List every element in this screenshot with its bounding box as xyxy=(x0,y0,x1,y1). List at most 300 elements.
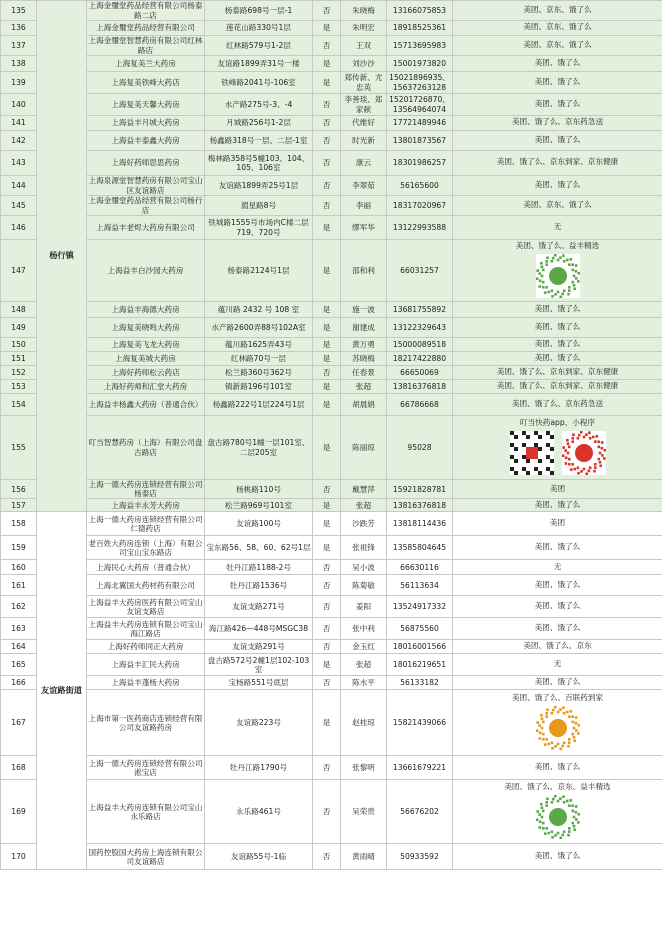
row-number-cell: 170 xyxy=(1,844,37,870)
row-number-cell: 142 xyxy=(1,131,37,151)
platform-cell xyxy=(453,36,662,56)
platform-label: 美团、京东、饿了么 xyxy=(523,22,592,32)
phone-cell: 13801873567 xyxy=(387,131,453,151)
address-cell: 友谊支路271号 xyxy=(205,596,313,618)
insurance-cell: 否 xyxy=(313,176,341,196)
row-number-cell: 145 xyxy=(1,196,37,216)
platform-cell xyxy=(453,844,662,870)
address-cell: 莲花山路330号1层 xyxy=(205,21,313,36)
phone-cell: 13816376818 xyxy=(387,380,453,394)
insurance-cell: 否 xyxy=(313,480,341,499)
address-cell: 铁峰路2041号-106室 xyxy=(205,72,313,94)
insurance-cell: 是 xyxy=(313,380,341,394)
pharmacy-name-cell: 上海益丰海德大药房 xyxy=(87,302,205,318)
row-number-cell: 169 xyxy=(1,780,37,844)
address-cell: 盘古路780号1幢一层101室、二层205室 xyxy=(205,416,313,480)
contact-person-cell: 李丽 xyxy=(341,196,387,216)
platform-label: 美团、饿了么、京东药急送 xyxy=(511,117,604,127)
pharmacy-name-cell: 上海益丰蓬杨大药房 xyxy=(87,676,205,690)
row-number-cell: 139 xyxy=(1,72,37,94)
phone-cell: 15000089518 xyxy=(387,338,453,352)
table-row xyxy=(1,352,662,366)
row-number-cell: 137 xyxy=(1,36,37,56)
address-cell: 水产路275号-3、-4 xyxy=(205,94,313,116)
address-cell: 牡丹江路1790号 xyxy=(205,756,313,780)
address-cell: 月城路256号1-2层 xyxy=(205,116,313,131)
contact-person-cell: 张超 xyxy=(341,380,387,394)
insurance-cell: 否 xyxy=(313,640,341,654)
row-number-cell: 150 xyxy=(1,338,37,352)
address-cell: 镇新路196号101室 xyxy=(205,380,313,394)
platform-cell xyxy=(453,240,662,302)
phone-cell: 56676202 xyxy=(387,780,453,844)
platform-label: 美团、饿了么、京东到家、京东健康 xyxy=(496,380,619,390)
row-number-cell: 154 xyxy=(1,394,37,416)
row-number-cell: 146 xyxy=(1,216,37,240)
contact-person-cell: 谢建成 xyxy=(341,318,387,338)
table-row xyxy=(1,94,662,116)
platform-label: 无 xyxy=(553,221,562,231)
phone-cell: 18217422880 xyxy=(387,352,453,366)
platform-cell xyxy=(453,366,662,380)
platform-label: 美团、饿了么、京东到家、京东健康 xyxy=(496,366,619,376)
platform-label: 美团、饿了么 xyxy=(534,338,581,348)
contact-person-cell: 王双 xyxy=(341,36,387,56)
platform-label: 美团 xyxy=(549,483,566,493)
platform-label: 叮当快药app、小程序 xyxy=(519,417,596,427)
row-number-cell: 155 xyxy=(1,416,37,480)
platform-cell xyxy=(453,380,662,394)
pharmacy-name-cell: 叮当智慧药房（上海）有限公司盘古路店 xyxy=(87,416,205,480)
table-row xyxy=(1,640,662,654)
phone-cell: 17721489946 xyxy=(387,116,453,131)
address-cell: 友谊路55号-1临 xyxy=(205,844,313,870)
platform-cell xyxy=(453,318,662,338)
platform-label: 美团、饿了么 xyxy=(534,677,581,687)
contact-person-cell: 朱明宏 xyxy=(341,21,387,36)
insurance-cell: 是 xyxy=(313,654,341,676)
platform-label: 美团、饿了么 xyxy=(534,303,581,313)
pharmacy-name-cell: 上海益丰泰鑫大药房 xyxy=(87,131,205,151)
phone-cell: 15713695983 xyxy=(387,36,453,56)
address-cell: 友谊路1899弄25号1层 xyxy=(205,176,313,196)
contact-person-cell: 黄万勇 xyxy=(341,338,387,352)
row-number-cell: 141 xyxy=(1,116,37,131)
phone-cell: 18016001566 xyxy=(387,640,453,654)
insurance-cell: 否 xyxy=(313,596,341,618)
phone-cell: 18918525361 xyxy=(387,21,453,36)
area-cell: 友谊路街道 xyxy=(37,512,87,870)
platform-label: 美团、饿了么 xyxy=(534,352,581,362)
table-row xyxy=(1,240,662,302)
platform-label: 美团、饿了么 xyxy=(534,762,581,772)
platform-cell xyxy=(453,536,662,560)
platform-label: 美团、饿了么、京东、益丰精选 xyxy=(504,782,611,792)
platform-cell xyxy=(453,512,662,536)
address-cell: 友谊路223号 xyxy=(205,690,313,756)
contact-person-cell: 姜阳 xyxy=(341,596,387,618)
platform-label: 美团、饿了么 xyxy=(534,76,581,86)
pharmacy-name-cell: 上海一德大药房连锁经营有限公司淞宝店 xyxy=(87,756,205,780)
table-row xyxy=(1,690,662,756)
insurance-cell: 否 xyxy=(313,676,341,690)
table-row xyxy=(1,196,662,216)
platform-label: 美团、饿了么 xyxy=(534,601,581,611)
insurance-cell: 否 xyxy=(313,575,341,596)
row-number-cell: 163 xyxy=(1,618,37,640)
table-row xyxy=(1,844,662,870)
pharmacy-name-cell: 老百姓大药房连锁（上海）有限公司宝山宝东路店 xyxy=(87,536,205,560)
address-cell: 杨鑫路222号1层224号1层 xyxy=(205,394,313,416)
table-row xyxy=(1,302,662,318)
contact-person-cell: 朱晓梅 xyxy=(341,1,387,21)
pharmacy-name-cell: 上海益丰大药房医药有限公司宝山友谊支路店 xyxy=(87,596,205,618)
phone-cell: 66786668 xyxy=(387,394,453,416)
row-number-cell: 164 xyxy=(1,640,37,654)
platform-label: 美团、饿了么 xyxy=(534,579,581,589)
table-row xyxy=(1,618,662,640)
row-number-cell: 165 xyxy=(1,654,37,676)
platform-cell xyxy=(453,596,662,618)
contact-person-cell: 黄雨晴 xyxy=(341,844,387,870)
platform-label: 美团、饿了么、京东 xyxy=(523,641,592,651)
insurance-cell: 是 xyxy=(313,499,341,512)
address-cell: 水产路2600弄88号102A室 xyxy=(205,318,313,338)
table-row xyxy=(1,756,662,780)
row-number-cell: 153 xyxy=(1,380,37,394)
contact-person-cell: 张祖锋 xyxy=(341,536,387,560)
address-cell: 蕴川路 2432 号 108 室 xyxy=(205,302,313,318)
phone-cell: 18317020967 xyxy=(387,196,453,216)
platform-label: 美团、饿了么、京东药急送 xyxy=(511,398,604,408)
platform-label: 美团、饿了么、百联药到家 xyxy=(511,693,604,703)
pharmacy-name-cell: 国药控股国大药房上海连锁有限公司友谊路店 xyxy=(87,844,205,870)
insurance-cell: 是 xyxy=(313,512,341,536)
contact-person-cell: 沙跌芳 xyxy=(341,512,387,536)
phone-cell: 50933592 xyxy=(387,844,453,870)
phone-cell: 13122329643 xyxy=(387,318,453,338)
address-cell: 铁城路1555号市场内C楼二层719、720号 xyxy=(205,216,313,240)
insurance-cell: 是 xyxy=(313,21,341,36)
platform-cell xyxy=(453,480,662,499)
platform-cell xyxy=(453,499,662,512)
platform-cell xyxy=(453,352,662,366)
pharmacy-name-cell: 上海复美铁峰大药店 xyxy=(87,72,205,94)
platform-label: 美团、饿了么、京东到家、京东健康 xyxy=(496,157,619,167)
pharmacy-name-cell: 上海益丰白沙园大药房 xyxy=(87,240,205,302)
platform-cell xyxy=(453,94,662,116)
row-number-cell: 158 xyxy=(1,512,37,536)
pharmacy-name-cell: 上海市第一医药商店连锁经营有限公司友谊路药房 xyxy=(87,690,205,756)
phone-cell: 15921828781 xyxy=(387,480,453,499)
contact-person-cell: 张中利 xyxy=(341,618,387,640)
platform-label: 美团、饿了么 xyxy=(534,134,581,144)
contact-person-cell: 郑传新、尤忠英 xyxy=(341,72,387,94)
contact-person-cell: 缪军华 xyxy=(341,216,387,240)
platform-cell xyxy=(453,131,662,151)
platform-label: 美团、饿了么、益丰精选 xyxy=(515,240,600,250)
pharmacy-name-cell: 上海好药师同正大药房 xyxy=(87,640,205,654)
platform-cell xyxy=(453,216,662,240)
row-number-cell: 135 xyxy=(1,1,37,21)
platform-cell xyxy=(453,640,662,654)
platform-label: 无 xyxy=(553,659,562,669)
platform-label: 无 xyxy=(553,561,562,571)
insurance-cell: 否 xyxy=(313,756,341,780)
area-cell: 杨行镇 xyxy=(37,1,87,512)
contact-person-cell: 陈丽琼 xyxy=(341,416,387,480)
address-cell: 红林路579号1-2层 xyxy=(205,36,313,56)
insurance-cell: 是 xyxy=(313,338,341,352)
table-row xyxy=(1,499,662,512)
platform-cell xyxy=(453,690,662,756)
insurance-cell: 否 xyxy=(313,36,341,56)
address-cell: 盘古路572号2幢1层102-103室 xyxy=(205,654,313,676)
contact-person-cell: 吴小波 xyxy=(341,560,387,575)
pharmacy-name-cell: 上海复美兰大药房 xyxy=(87,56,205,72)
platform-cell xyxy=(453,56,662,72)
platform-cell xyxy=(453,654,662,676)
table-row xyxy=(1,36,662,56)
platform-cell xyxy=(453,72,662,94)
pharmacy-name-cell: 上海复美城大药房 xyxy=(87,352,205,366)
qr-code-icon xyxy=(562,431,606,475)
insurance-cell: 否 xyxy=(313,151,341,176)
phone-cell: 66630116 xyxy=(387,560,453,575)
address-cell: 红林路70号一层 xyxy=(205,352,313,366)
pharmacy-name-cell: 上海复美天馨大药房 xyxy=(87,94,205,116)
contact-person-cell: 戴慧萍 xyxy=(341,480,387,499)
contact-person-cell: 康云 xyxy=(341,151,387,176)
insurance-cell: 否 xyxy=(313,780,341,844)
contact-person-cell: 张超 xyxy=(341,499,387,512)
phone-cell: 95028 xyxy=(387,416,453,480)
contact-person-cell: 任春景 xyxy=(341,366,387,380)
platform-label: 美团、饿了么 xyxy=(534,542,581,552)
platform-cell xyxy=(453,575,662,596)
pharmacy-name-cell: 上海益丰老烬大药房有限公司 xyxy=(87,216,205,240)
row-number-cell: 136 xyxy=(1,21,37,36)
pharmacy-name-cell: 上海益丰杨鑫大药房（普通合伙） xyxy=(87,394,205,416)
address-cell: 宝东路56、58、60、62号1层 xyxy=(205,536,313,560)
row-number-cell: 168 xyxy=(1,756,37,780)
table-row xyxy=(1,780,662,844)
contact-person-cell: 李善琰、郑家献 xyxy=(341,94,387,116)
insurance-cell: 是 xyxy=(313,394,341,416)
table-body xyxy=(1,1,662,870)
qr-code-icon xyxy=(536,795,580,839)
pharmacy-name-cell: 上海泉源堂智慧药房有限公司宝山区友谊路店 xyxy=(87,176,205,196)
table-row xyxy=(1,512,662,536)
platform-cell xyxy=(453,676,662,690)
address-cell: 湄星路8号 xyxy=(205,196,313,216)
contact-person-cell: 张超 xyxy=(341,654,387,676)
phone-cell: 56133182 xyxy=(387,676,453,690)
insurance-cell: 否 xyxy=(313,131,341,151)
pharmacy-name-cell: 上海益丰汇民大药房 xyxy=(87,654,205,676)
table-row xyxy=(1,318,662,338)
table-row xyxy=(1,416,662,480)
row-number-cell: 167 xyxy=(1,690,37,756)
pharmacy-name-cell: 上海北翼国大药材药有限公司 xyxy=(87,575,205,596)
row-number-cell: 148 xyxy=(1,302,37,318)
phone-cell: 13585804645 xyxy=(387,536,453,560)
pharmacy-name-cell: 上海好药师松云药店 xyxy=(87,366,205,380)
pharmacy-name-cell: 上海一德大药房连锁经营有限公司仁德药店 xyxy=(87,512,205,536)
table-row xyxy=(1,1,662,21)
address-cell: 杨桃路110号 xyxy=(205,480,313,499)
insurance-cell: 是 xyxy=(313,318,341,338)
pharmacy-name-cell: 上海一德大药房连锁经营有限公司杨泰店 xyxy=(87,480,205,499)
contact-person-cell: 张黎明 xyxy=(341,756,387,780)
pharmacy-name-cell: 上海民心大药房（普通合伙） xyxy=(87,560,205,575)
address-cell: 松兰路969号101室 xyxy=(205,499,313,512)
table-row xyxy=(1,176,662,196)
table-row xyxy=(1,596,662,618)
insurance-cell: 是 xyxy=(313,352,341,366)
pharmacy-name-cell: 上海益丰月城大药房 xyxy=(87,116,205,131)
pharmacy-name-cell: 上海好药师和汇堂大药房 xyxy=(87,380,205,394)
pharmacy-name-cell: 上海金璽堂智慧药房有限公司红林路店 xyxy=(87,36,205,56)
address-cell: 友谊路1899弄31号一楼 xyxy=(205,56,313,72)
address-cell: 杨泰路698号一层-1 xyxy=(205,1,313,21)
insurance-cell: 是 xyxy=(313,56,341,72)
platform-label: 美团、饿了么 xyxy=(534,499,581,509)
table-row xyxy=(1,366,662,380)
row-number-cell: 138 xyxy=(1,56,37,72)
pharmacy-name-cell: 上海益丰永芳大药房 xyxy=(87,499,205,512)
address-cell: 友谊支路291号 xyxy=(205,640,313,654)
phone-cell: 56875560 xyxy=(387,618,453,640)
table-row xyxy=(1,216,662,240)
row-number-cell: 152 xyxy=(1,366,37,380)
platform-label: 美团、饿了么 xyxy=(534,98,581,108)
phone-cell: 13818114436 xyxy=(387,512,453,536)
row-number-cell: 140 xyxy=(1,94,37,116)
contact-person-cell: 苏晓梅 xyxy=(341,352,387,366)
phone-cell: 18301986257 xyxy=(387,151,453,176)
table-row xyxy=(1,560,662,575)
platform-label: 美团、饿了么 xyxy=(534,321,581,331)
contact-person-cell: 赵桂琼 xyxy=(341,690,387,756)
table-row xyxy=(1,394,662,416)
qr-code-icon xyxy=(536,706,580,750)
platform-label: 美团、饿了么 xyxy=(534,57,581,67)
table-row xyxy=(1,676,662,690)
row-number-cell: 159 xyxy=(1,536,37,560)
address-cell: 杨鑫路318号一层、二层-1室 xyxy=(205,131,313,151)
pharmacy-name-cell: 上海金璽堂药品经营有限公司杨行店 xyxy=(87,196,205,216)
address-cell: 杨泰路2124号1层 xyxy=(205,240,313,302)
row-number-cell: 162 xyxy=(1,596,37,618)
platform-cell xyxy=(453,338,662,352)
phone-cell: 56113634 xyxy=(387,575,453,596)
platform-label: 美团、京东、饿了么 xyxy=(523,199,592,209)
pharmacy-name-cell: 上海金璽堂药品经营有限公司 xyxy=(87,21,205,36)
address-cell: 松兰路360号362号 xyxy=(205,366,313,380)
platform-label: 美团、京东、饿了么 xyxy=(523,4,592,14)
platform-cell xyxy=(453,196,662,216)
contact-person-cell: 金玉红 xyxy=(341,640,387,654)
contact-person-cell: 胡晨娟 xyxy=(341,394,387,416)
insurance-cell: 否 xyxy=(313,618,341,640)
address-cell: 友谊路100号 xyxy=(205,512,313,536)
row-number-cell: 143 xyxy=(1,151,37,176)
address-cell: 梅林路358号5幢103、104、105、106室 xyxy=(205,151,313,176)
table-row xyxy=(1,131,662,151)
row-number-cell: 157 xyxy=(1,499,37,512)
table-row xyxy=(1,56,662,72)
platform-cell xyxy=(453,1,662,21)
phone-cell: 18016219651 xyxy=(387,654,453,676)
insurance-cell: 否 xyxy=(313,844,341,870)
phone-cell: 13524917332 xyxy=(387,596,453,618)
insurance-cell: 否 xyxy=(313,560,341,575)
insurance-cell: 是 xyxy=(313,302,341,318)
contact-person-cell: 施一波 xyxy=(341,302,387,318)
row-number-cell: 151 xyxy=(1,352,37,366)
platform-cell xyxy=(453,394,662,416)
phone-cell: 15021896935、15637263128 xyxy=(387,72,453,94)
platform-cell xyxy=(453,116,662,131)
phone-cell: 66650069 xyxy=(387,366,453,380)
platform-cell xyxy=(453,21,662,36)
table-row xyxy=(1,21,662,36)
platform-cell xyxy=(453,780,662,844)
pharmacy-name-cell: 上海金璽堂药品经营有限公司杨泰路二店 xyxy=(87,1,205,21)
platform-cell xyxy=(453,416,662,480)
phone-cell: 15001973820 xyxy=(387,56,453,72)
phone-cell: 13661679221 xyxy=(387,756,453,780)
insurance-cell: 是 xyxy=(313,72,341,94)
platform-label: 美团、饿了么 xyxy=(534,623,581,633)
table-row xyxy=(1,575,662,596)
platform-label: 美团 xyxy=(549,518,566,528)
insurance-cell: 否 xyxy=(313,116,341,131)
platform-cell xyxy=(453,618,662,640)
row-number-cell: 166 xyxy=(1,676,37,690)
platform-cell xyxy=(453,560,662,575)
phone-cell: 13681755892 xyxy=(387,302,453,318)
platform-cell xyxy=(453,302,662,318)
row-number-cell: 147 xyxy=(1,240,37,302)
table-row xyxy=(1,338,662,352)
row-number-cell: 149 xyxy=(1,318,37,338)
address-cell: 牡丹江路1536号 xyxy=(205,575,313,596)
insurance-cell: 否 xyxy=(313,1,341,21)
row-number-cell: 161 xyxy=(1,575,37,596)
insurance-cell: 否 xyxy=(313,196,341,216)
insurance-cell: 是 xyxy=(313,416,341,480)
phone-cell: 13816376818 xyxy=(387,499,453,512)
pharmacy-name-cell: 上海益丰大药房连锁有限公司宝山海江路店 xyxy=(87,618,205,640)
table-row xyxy=(1,72,662,94)
address-cell: 牡丹江路1188-2号 xyxy=(205,560,313,575)
phone-cell: 66031257 xyxy=(387,240,453,302)
platform-cell xyxy=(453,756,662,780)
row-number-cell: 156 xyxy=(1,480,37,499)
insurance-cell: 是 xyxy=(313,536,341,560)
row-number-cell: 144 xyxy=(1,176,37,196)
address-cell: 蕴川路1625弄43号 xyxy=(205,338,313,352)
insurance-cell: 否 xyxy=(313,94,341,116)
address-cell: 海江路426—448号MSGC38 xyxy=(205,618,313,640)
phone-cell: 15201726870、13564964074 xyxy=(387,94,453,116)
platform-label: 美团、饿了么 xyxy=(534,179,581,189)
pharmacy-name-cell: 上海益丰大药房连锁有限公司宝山永乐路店 xyxy=(87,780,205,844)
pharmacy-name-cell: 上海复美飞龙大药房 xyxy=(87,338,205,352)
insurance-cell: 是 xyxy=(313,240,341,302)
